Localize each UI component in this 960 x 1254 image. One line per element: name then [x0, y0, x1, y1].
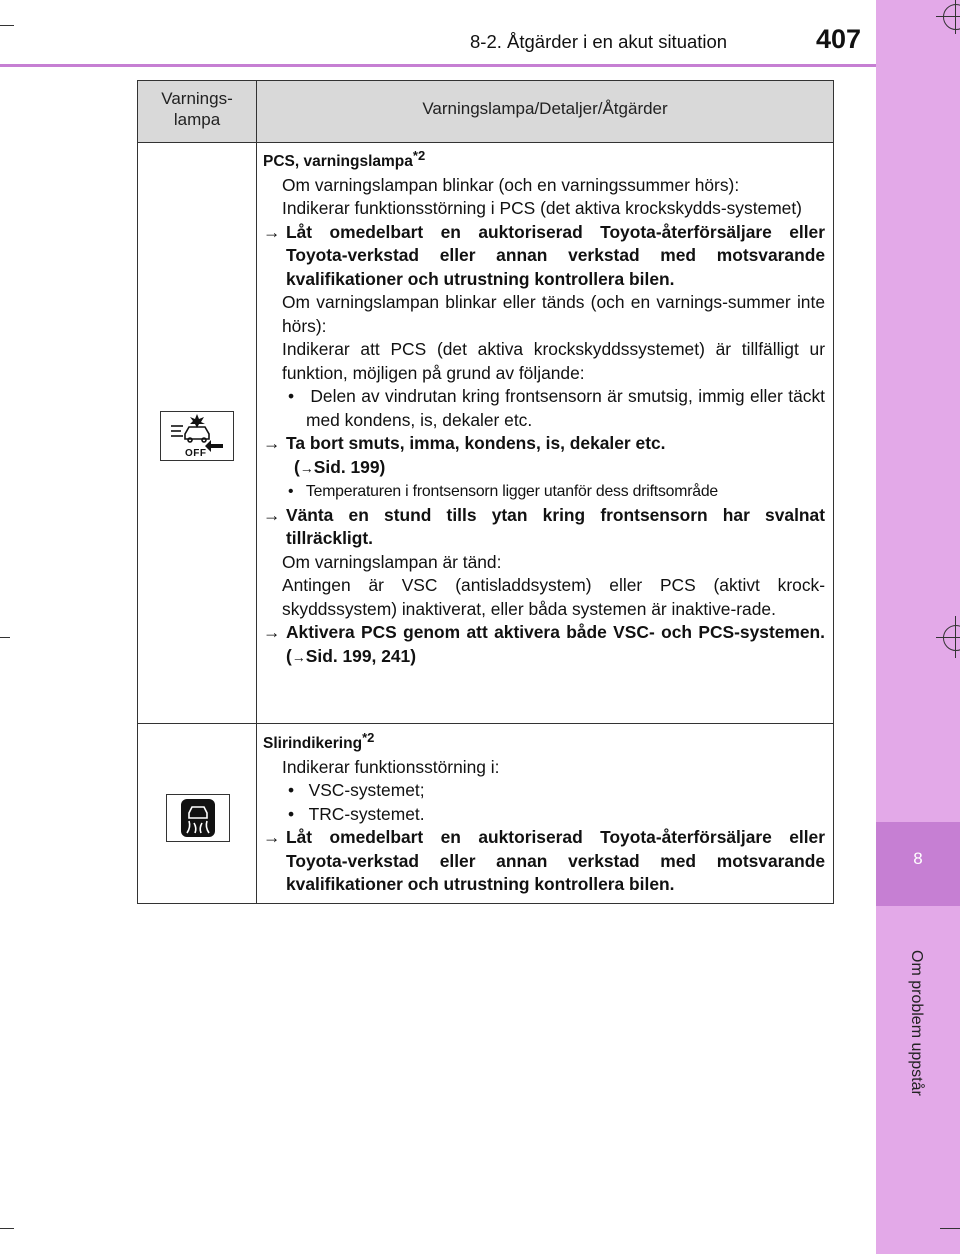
pcs-warning-row — [263, 144, 825, 669]
arrow-icon: → — [263, 221, 281, 242]
footnote-mark: *2 — [362, 730, 375, 745]
arrow-icon: → — [263, 827, 281, 847]
bullet-icon: • — [288, 386, 295, 406]
crop-mark-mid-left — [0, 637, 10, 638]
page-number: 407 — [816, 24, 862, 54]
description-text: Indikerar funktionsstörning i: — [282, 756, 500, 777]
bullet-icon: • — [288, 780, 295, 800]
description-text: Indikerar att PCS (det aktiva krockskyddssystemet) är tillfälligt ur funktion, möjligen på grund av följande: — [282, 339, 825, 383]
column-divider — [256, 81, 257, 903]
description-text: Indikerar funktionsstörning i PCS (det aktiva krockskydds-systemet) — [282, 198, 802, 218]
arrow-icon: → — [263, 622, 281, 642]
chapter-number-tab[interactable]: 8 — [876, 822, 960, 906]
slip-indicator-row — [263, 726, 825, 897]
bullet-icon: • — [288, 483, 294, 500]
description-text: Antingen är VSC (antisladdsystem) eller PCS (aktivt krock-skyddssystem) inaktiverat, eller båda systemen är inaktive-rade. — [282, 575, 825, 619]
slip-indicator-icon — [167, 795, 229, 841]
condition-text: Om varningslampan blinkar (och en varningssummer hörs): — [282, 174, 740, 195]
bullet-item: • Delen av vindrutan kring frontsensorn är smutsig, immig eller täckt med kondens, is, dekaler etc. — [288, 386, 825, 430]
bullet-item: • TRC-systemet. — [288, 803, 425, 824]
action-text: → Ta bort smuts, imma, kondens, is, dekaler etc. — [263, 432, 825, 456]
pcs-warning-title: PCS, varningslampa$^{*2}$ — [263, 148, 426, 170]
crop-mark-bottom-right — [940, 1228, 960, 1229]
chapter-title: Om problem uppstår — [908, 950, 925, 1096]
arrow-icon: → — [263, 433, 281, 453]
arrow-icon: → — [291, 648, 306, 665]
action-text: → Aktivera PCS genom att aktivera både VSC- och PCS-systemen. (→Sid. 199, 241) — [263, 622, 825, 666]
page-reference[interactable]: Sid. 199, 241) — [305, 645, 416, 666]
warning-light-table — [137, 80, 834, 904]
row-divider — [138, 723, 833, 724]
off-label: OFF — [185, 448, 207, 459]
section-title: 8-2. Åtgärder i en akut situation — [470, 31, 728, 52]
action-text: → Låt omedelbart en auktoriserad Toyota-återförsäljare eller Toyota-verkstad eller annan verkstad med motsvarande kvalifikationer och utrustning kontrollera bilen. — [263, 827, 825, 894]
table-header — [138, 81, 833, 143]
bullet-icon: • — [288, 803, 295, 824]
column-header-lamp: Varnings- lampa — [161, 89, 233, 129]
slip-indicator-lamp-symbol — [166, 794, 230, 842]
page-reference[interactable]: (→Sid. 199) — [294, 456, 386, 477]
bullet-item: • VSC-systemet; — [288, 780, 425, 800]
crop-mark-bottom-left — [0, 1228, 14, 1229]
slip-indicator-title: Slirindikering$^{*2}$ — [263, 730, 375, 752]
column-header-details: Varningslampa/Detaljer/Åtgärder — [422, 99, 668, 118]
bullet-item: • Temperaturen i frontsensorn ligger utanför dess driftsområde — [288, 483, 719, 500]
condition-text: Om varningslampan blinkar eller tänds (och en varnings-summer inte hörs): — [282, 292, 825, 336]
condition-text: Om varningslampan är tänd: — [282, 551, 502, 572]
arrow-icon: → — [263, 504, 281, 525]
action-text: → Vänta en stund tills ytan kring frontsensorn har svalnat tillräckligt. — [263, 504, 825, 548]
arrow-icon: → — [299, 459, 314, 476]
pcs-warning-lamp-symbol — [160, 411, 234, 461]
action-text: → Låt omedelbart en auktoriserad Toyota-återförsäljare eller Toyota-verkstad eller annan verkstad med motsvarande kvalifikationer och utrustning kontrollera bilen. — [263, 221, 825, 289]
header-rule — [0, 64, 876, 67]
footnote-mark: *2 — [412, 148, 426, 163]
crop-mark-top-left — [0, 25, 14, 26]
